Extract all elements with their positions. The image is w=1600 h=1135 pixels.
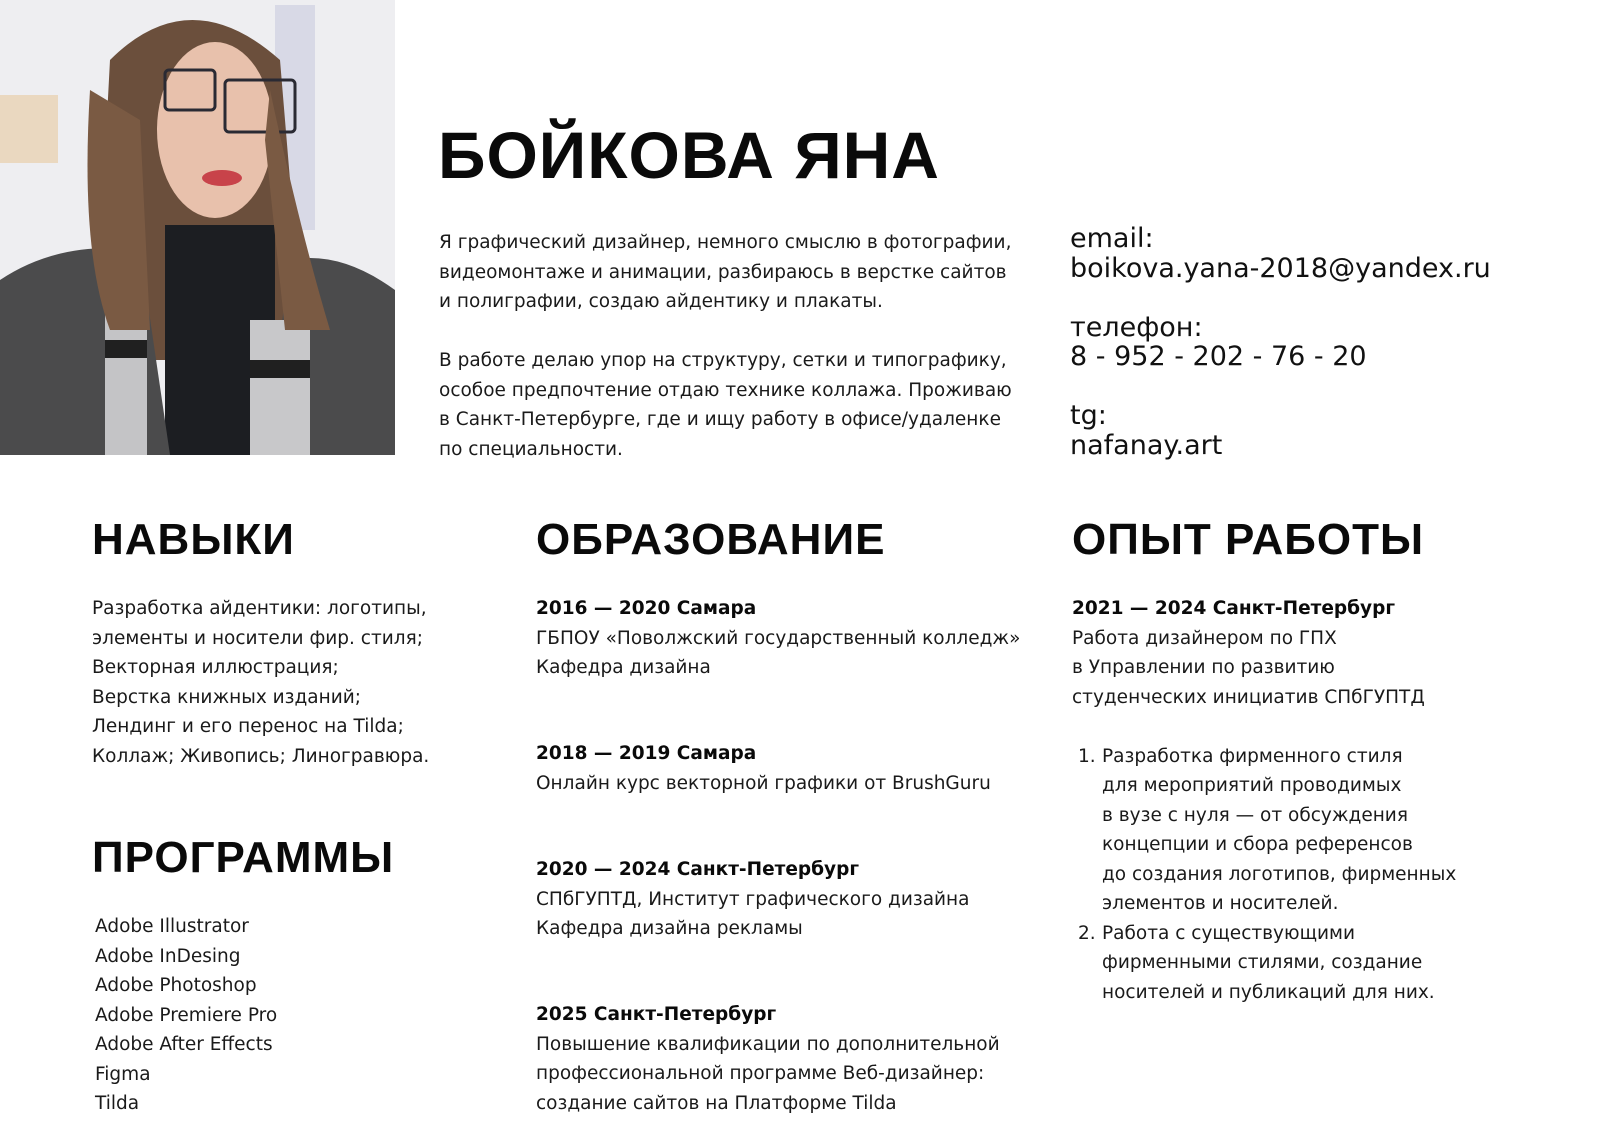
experience-task-list bbox=[1072, 742, 1456, 1008]
task-number: 2. bbox=[1078, 922, 1096, 944]
education-item-header: 2020 — 2024 Санкт-Петербург bbox=[536, 859, 860, 880]
education-item-line: Кафедра дизайна рекламы bbox=[536, 918, 803, 939]
about-line: в Санкт-Петербурге, где и ищу работу в офисе/удаленке bbox=[439, 409, 1001, 430]
skills-list bbox=[92, 594, 429, 771]
program-item: Adobe Photoshop bbox=[95, 975, 257, 996]
task-line: для мероприятий проводимых bbox=[1102, 775, 1402, 796]
about-line: видеомонтаже и анимации, разбираюсь в верстке сайтов bbox=[439, 261, 1007, 283]
program-item: Tilda bbox=[95, 1093, 140, 1114]
task-line: Работа с существующими bbox=[1102, 922, 1355, 944]
experience-header: 2021 — 2024 Санкт-Петербург bbox=[1072, 598, 1396, 619]
phone-label: телефон: bbox=[1070, 311, 1203, 343]
telegram-link[interactable]: nafanay.art bbox=[1070, 429, 1223, 461]
program-item: Adobe Premiere Pro bbox=[95, 1004, 278, 1026]
education-item bbox=[536, 1000, 1000, 1118]
program-item: Figma bbox=[95, 1063, 151, 1085]
task-line: до создания логотипов, фирменных bbox=[1102, 863, 1457, 885]
education-item-line: СПбГУПТД, Институт графического дизайна bbox=[536, 888, 970, 910]
education-item bbox=[536, 855, 970, 944]
skill-item: Верстка книжных изданий; bbox=[92, 686, 362, 708]
education-item-header: 2016 — 2020 Самара bbox=[536, 598, 757, 619]
contact-email bbox=[1070, 224, 1590, 283]
telegram-label: tg: bbox=[1070, 400, 1107, 431]
about-line: В работе делаю упор на структуру, сетки и типографику, bbox=[439, 350, 1007, 371]
about-paragraph bbox=[439, 228, 1059, 317]
task-line: Разработка фирменного стиля bbox=[1102, 745, 1403, 767]
skill-item: Разработка айдентики: логотипы, bbox=[92, 598, 427, 619]
experience-line: Работа дизайнером по ГПХ bbox=[1072, 627, 1337, 649]
task-number: 1. bbox=[1078, 745, 1096, 767]
education-item bbox=[536, 594, 1020, 683]
contact-phone bbox=[1070, 313, 1590, 372]
phone-link[interactable]: 8 - 952 - 202 - 76 - 20 bbox=[1070, 341, 1367, 372]
about-line: по специальности. bbox=[439, 438, 623, 460]
education-item bbox=[536, 739, 991, 798]
about-paragraph bbox=[439, 346, 1059, 464]
contact-telegram bbox=[1070, 401, 1590, 460]
experience-line: в Управлении по развитию bbox=[1072, 657, 1335, 678]
about-line: Я графический дизайнер, немного смыслю в фотографии, bbox=[439, 232, 1012, 253]
education-item-line: создание сайтов на Платформе Tilda bbox=[536, 1092, 897, 1114]
task-line: в вузе с нуля — от обсуждения bbox=[1102, 804, 1408, 826]
programs-list bbox=[95, 912, 277, 1119]
education-item-header: 2025 Санкт-Петербург bbox=[536, 1004, 777, 1025]
task-line: фирменными стилями, создание bbox=[1102, 952, 1423, 973]
education-item-line: профессиональной программе Веб-дизайнер: bbox=[536, 1063, 985, 1084]
skill-item: Векторная иллюстрация; bbox=[92, 657, 339, 678]
experience-task bbox=[1072, 919, 1456, 1008]
program-item: Adobe InDesing bbox=[95, 945, 241, 967]
skills-heading: НАВЫКИ bbox=[92, 515, 295, 564]
program-item: Adobe After Effects bbox=[95, 1034, 273, 1055]
about-line: и полиграфии, создаю айдентику и плакаты. bbox=[439, 291, 883, 312]
task-line: носителей и публикаций для них. bbox=[1102, 981, 1435, 1003]
education-item-line: Повышение квалификации по дополнительной bbox=[536, 1033, 1000, 1055]
education-item-header: 2018 — 2019 Самара bbox=[536, 743, 757, 764]
contacts-section bbox=[1070, 224, 1590, 490]
programs-heading: ПРОГРАММЫ bbox=[92, 833, 395, 882]
education-item-line: Кафедра дизайна bbox=[536, 657, 711, 678]
education-item-line: Онлайн курс векторной графики от BrushGuru bbox=[536, 772, 991, 794]
education-heading: ОБРАЗОВАНИЕ bbox=[536, 515, 886, 564]
email-label: email: bbox=[1070, 223, 1154, 254]
experience-heading: ОПЫТ РАБОТЫ bbox=[1072, 515, 1425, 564]
experience-line: студенческих инициатив СПбГУПТД bbox=[1072, 686, 1425, 708]
education-item-line: ГБПОУ «Поволжский государственный колледж» bbox=[536, 627, 1021, 649]
experience-task bbox=[1072, 742, 1456, 919]
skill-item: Коллаж; Живопись; Линогравюра. bbox=[92, 745, 430, 767]
about-section bbox=[439, 228, 1059, 464]
experience-item bbox=[1072, 594, 1456, 1007]
profile-photo bbox=[0, 0, 395, 455]
skill-item: Лендинг и его перенос на Tilda; bbox=[92, 716, 404, 737]
skill-item: элементы и носители фир. стиля; bbox=[92, 627, 423, 649]
page-title: БОЙКОВА ЯНА bbox=[438, 118, 940, 192]
about-line: особое предпочтение отдаю технике коллажа. Проживаю bbox=[439, 379, 1012, 401]
task-line: концепции и сбора референсов bbox=[1102, 834, 1413, 855]
task-line: элементов и носителей. bbox=[1102, 893, 1339, 914]
portrait-image bbox=[0, 0, 395, 455]
program-item: Adobe Illustrator bbox=[95, 916, 249, 937]
email-link[interactable]: boikova.yana-2018@yandex.ru bbox=[1070, 252, 1491, 284]
